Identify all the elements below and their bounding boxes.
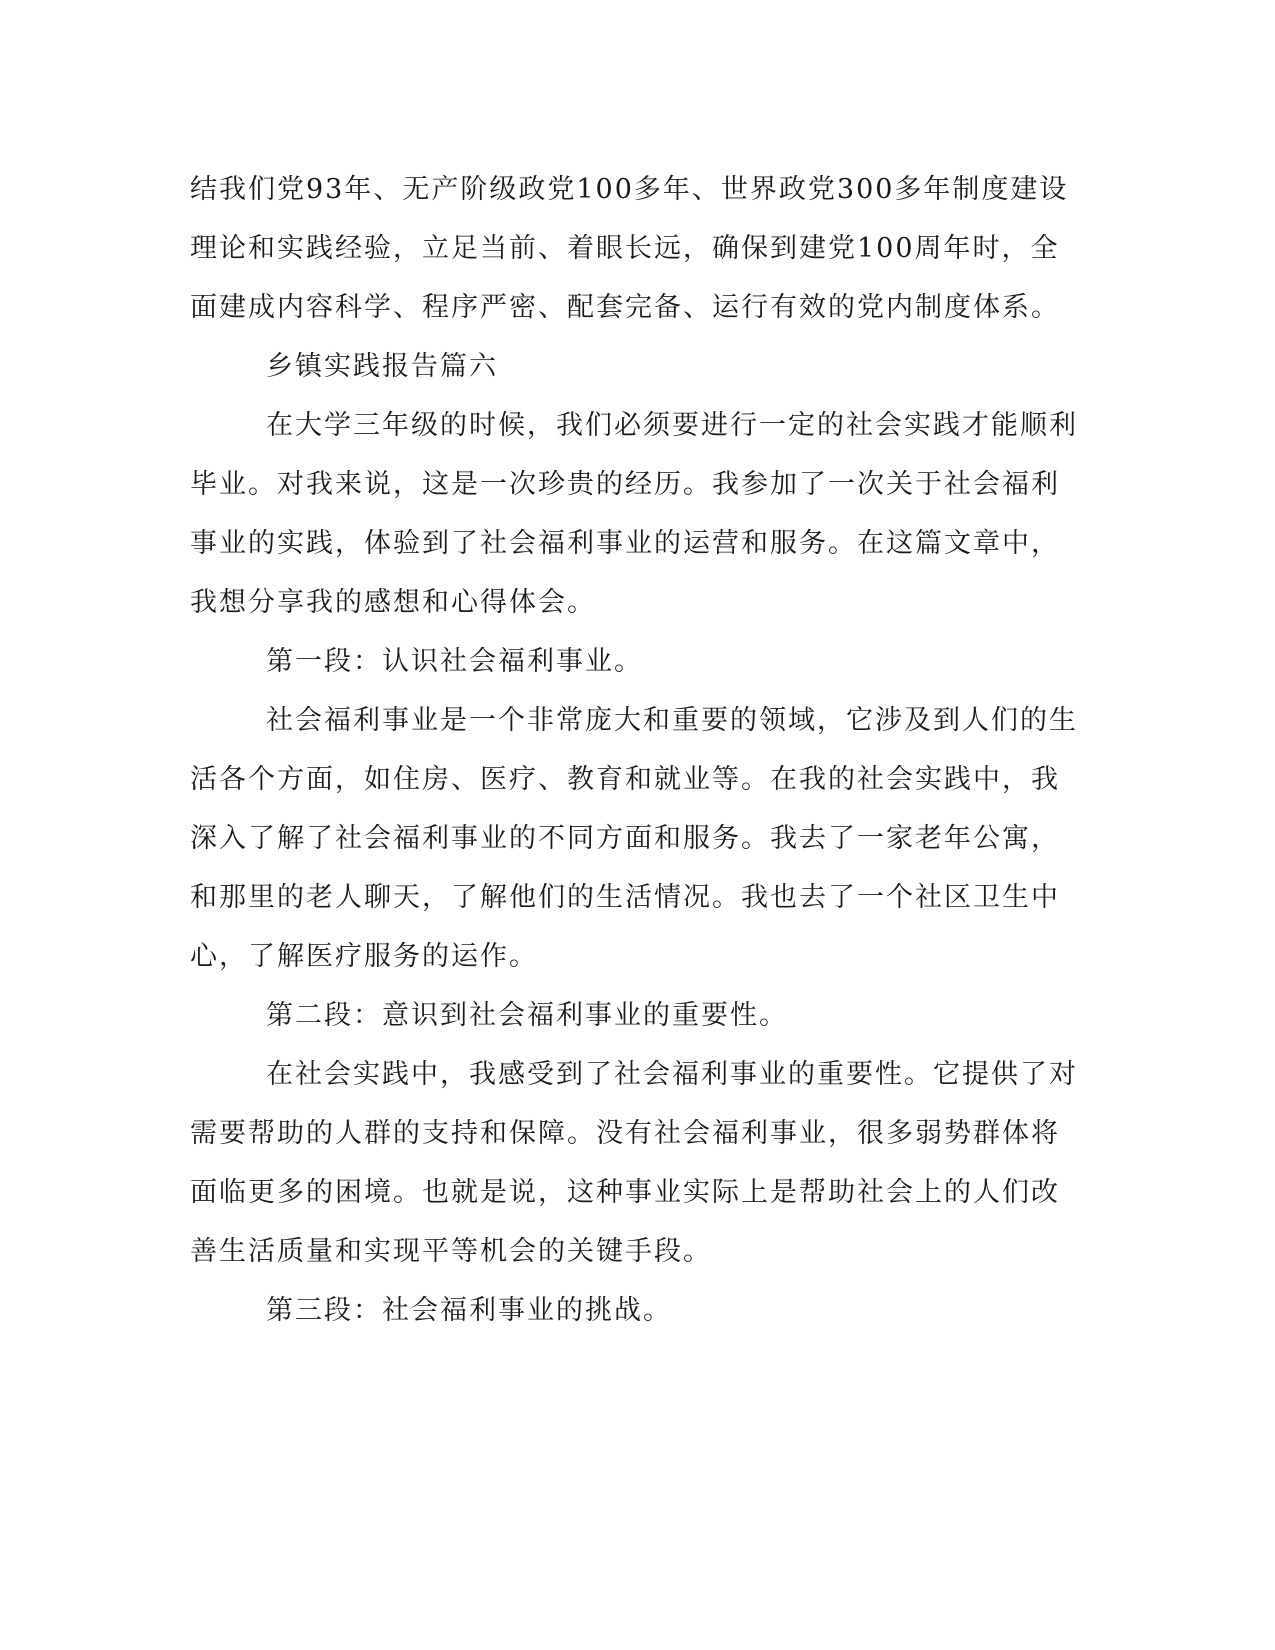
paragraph-line: 结我们党93年、无产阶级政党100多年、世界政党300多年制度建设 (190, 174, 1069, 205)
paragraph-line: 和那里的老人聊天，了解他们的生活情况。我也去了一个社区卫生中 (190, 882, 1060, 913)
paragraph-line: 事业的实践，体验到了社会福利事业的运营和服务。在这篇文章中， (190, 528, 1060, 559)
paragraph-line: 活各个方面，如住房、医疗、教育和就业等。在我的社会实践中，我 (190, 764, 1060, 795)
paragraph-line: 我想分享我的感想和心得体会。 (190, 587, 596, 618)
paragraph-line: 在社会实践中，我感受到了社会福利事业的重要性。它提供了对 (266, 1059, 1078, 1090)
section-heading: 第二段：意识到社会福利事业的重要性。 (266, 1000, 788, 1031)
paragraph-line: 社会福利事业是一个非常庞大和重要的领域，它涉及到人们的生 (266, 705, 1078, 736)
paragraph-line: 毕业。对我来说，这是一次珍贵的经历。我参加了一次关于社会福利 (190, 469, 1060, 500)
paragraph-line: 在大学三年级的时候，我们必须要进行一定的社会实践才能顺利 (266, 410, 1078, 441)
section-heading: 第一段：认识社会福利事业。 (266, 646, 643, 677)
section-title: 乡镇实践报告篇六 (266, 351, 498, 382)
paragraph-line: 善生活质量和实现平等机会的关键手段。 (190, 1236, 712, 1267)
document-body (190, 160, 1080, 1340)
paragraph-line: 深入了解了社会福利事业的不同方面和服务。我去了一家老年公寓， (190, 823, 1060, 854)
section-heading: 第三段：社会福利事业的挑战。 (266, 1295, 672, 1326)
paragraph-line: 需要帮助的人群的支持和保障。没有社会福利事业，很多弱势群体将 (190, 1118, 1060, 1149)
paragraph-line: 面建成内容科学、程序严密、配套完备、运行有效的党内制度体系。 (190, 292, 1060, 323)
paragraph-line: 面临更多的困境。也就是说，这种事业实际上是帮助社会上的人们改 (190, 1177, 1060, 1208)
paragraph-line: 心，了解医疗服务的运作。 (190, 941, 538, 972)
paragraph-line: 理论和实践经验，立足当前、着眼长远，确保到建党100周年时，全 (190, 233, 1060, 264)
